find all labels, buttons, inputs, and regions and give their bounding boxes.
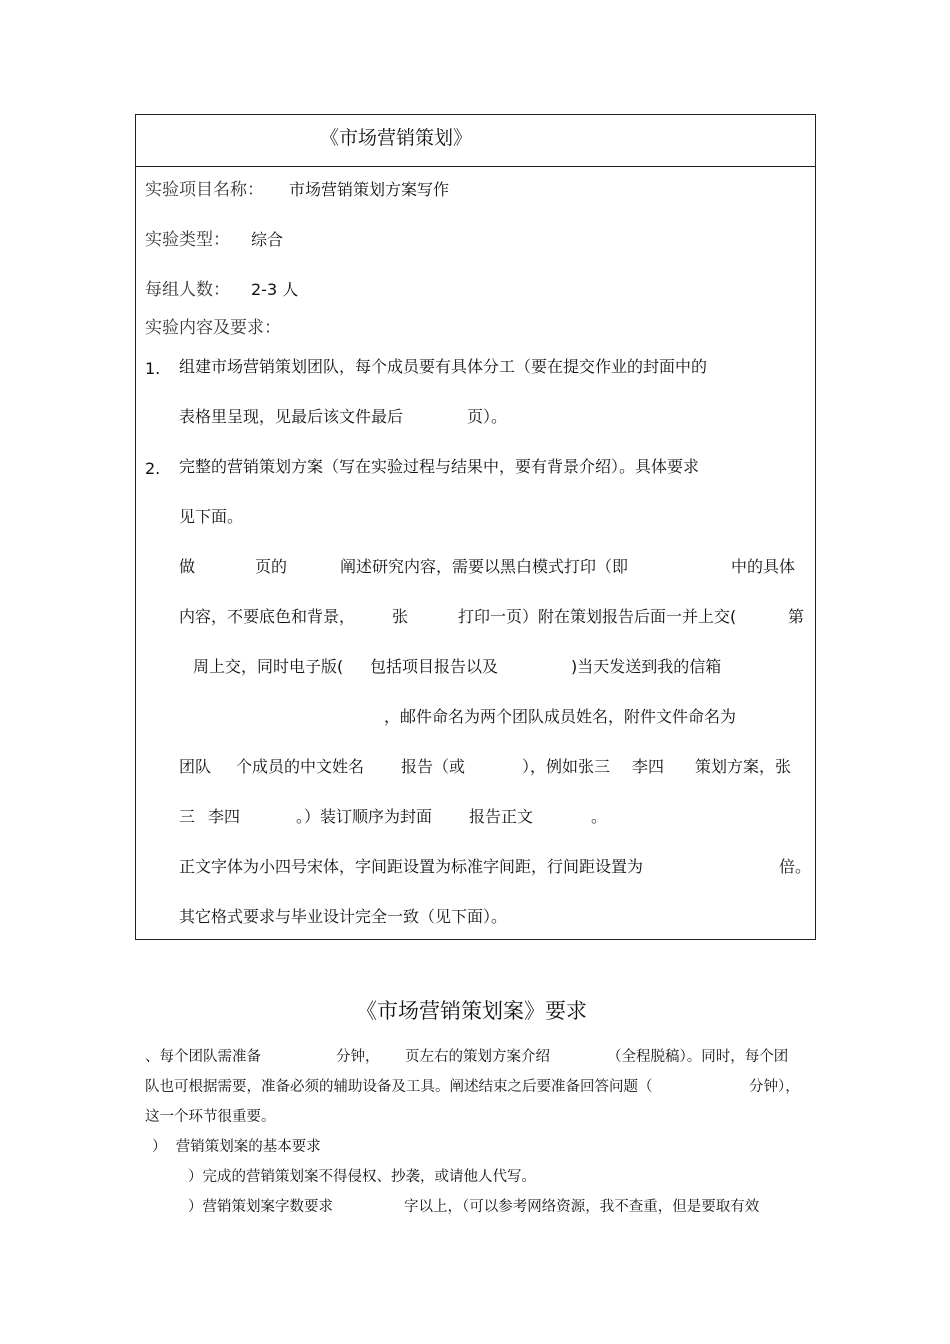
group-size-label: 每组人数：	[145, 280, 230, 300]
p6-c: 。）装订顺序为封面	[296, 807, 433, 826]
table-title-row	[136, 115, 815, 167]
item2-line1: 完整的营销策划方案（写在实验过程与结果中，要有背景介绍）。具体要求	[179, 457, 700, 476]
p6-e: 。	[591, 807, 608, 826]
sec-l6-b: 字以上，（可以参考网络资源，我不查重，但是要取有效	[404, 1199, 760, 1215]
p1-c: 阐述研究内容，需要以黑白模式打印（即	[340, 557, 629, 576]
sec-l1-a: 、每个团队需准备	[145, 1049, 261, 1065]
p5-d: ），例如张三	[522, 757, 611, 776]
p5-c: 报告（或	[401, 757, 466, 776]
p7-a: 正文字体为小四号宋体，字间距设置为标准字间距，行间距设置为	[179, 857, 644, 876]
p5-a: 团队	[179, 757, 212, 776]
sec-l1-c: 页左右的策划方案介绍	[405, 1049, 550, 1065]
item2-number: 2.	[145, 459, 161, 478]
sec-l2-b: 分钟），	[749, 1079, 800, 1095]
item2-line2: 见下面。	[179, 507, 244, 526]
course-title: 《市场营销策划》	[320, 127, 473, 149]
sec-l5: ）完成的营销策划案不得侵权、抄袭，或请他人代写。	[188, 1169, 536, 1185]
p4: ，邮件命名为两个团队成员姓名，附件文件命名为	[384, 707, 737, 726]
p3-a: 周上交，同时电子版(	[193, 657, 344, 676]
group-size-value: 2-3 人	[251, 280, 299, 299]
p2-a: 内容，不要底色和背景，	[179, 607, 356, 626]
p5-b: 个成员的中文姓名	[236, 757, 365, 776]
item1-line2b: 页）。	[467, 407, 508, 426]
p1-b: 页的	[255, 557, 288, 576]
p1-d: 中的具体	[731, 557, 796, 576]
sec-l6-a: ）营销策划案字数要求	[188, 1199, 333, 1215]
sec-l2-a: 队也可根据需要，准备必须的辅助设备及工具。阐述结束之后要准备回答问题（	[145, 1079, 653, 1095]
p3-c: )当天发送到我的信箱	[571, 657, 722, 676]
sec-l4: ） 营销策划案的基本要求	[152, 1139, 321, 1155]
p2-d: 第	[788, 607, 805, 626]
p2-b: 张	[392, 607, 409, 626]
p3-b: 包括项目报告以及	[370, 657, 499, 676]
type-label: 实验类型：	[145, 230, 230, 250]
p5-f: 策划方案，张	[695, 757, 792, 776]
sec-l3: 这一个环节很重要。	[145, 1109, 276, 1125]
sec-l1-b: 分钟，	[336, 1049, 380, 1065]
item1-line2a: 表格里呈现，见最后该文件最后	[179, 407, 404, 426]
p2-c: 打印一页）附在策划报告后面一并上交(	[458, 607, 737, 626]
item1-line1: 组建市场营销策划团队，每个成员要有具体分工（要在提交作业的封面中的	[179, 357, 708, 376]
p6-b: 李四	[208, 807, 241, 826]
requirements-label: 实验内容及要求：	[145, 318, 281, 338]
section-heading: 《市场营销策划案》要求	[356, 999, 587, 1023]
item1-number: 1.	[145, 359, 161, 378]
p5-e: 李四	[632, 757, 665, 776]
p7-b: 倍。	[779, 857, 812, 876]
sec-l1-d: （全程脱稿）。同时，每个团	[607, 1049, 789, 1065]
type-value: 综合	[251, 230, 284, 249]
project-name-label: 实验项目名称：	[145, 180, 264, 200]
p8: 其它格式要求与毕业设计完全一致（见下面）。	[179, 907, 508, 926]
p1-a: 做	[179, 557, 196, 576]
project-name-value: 市场营销策划方案写作	[289, 180, 450, 199]
p6-d: 报告正文	[469, 807, 534, 826]
p6-a: 三	[179, 807, 196, 826]
